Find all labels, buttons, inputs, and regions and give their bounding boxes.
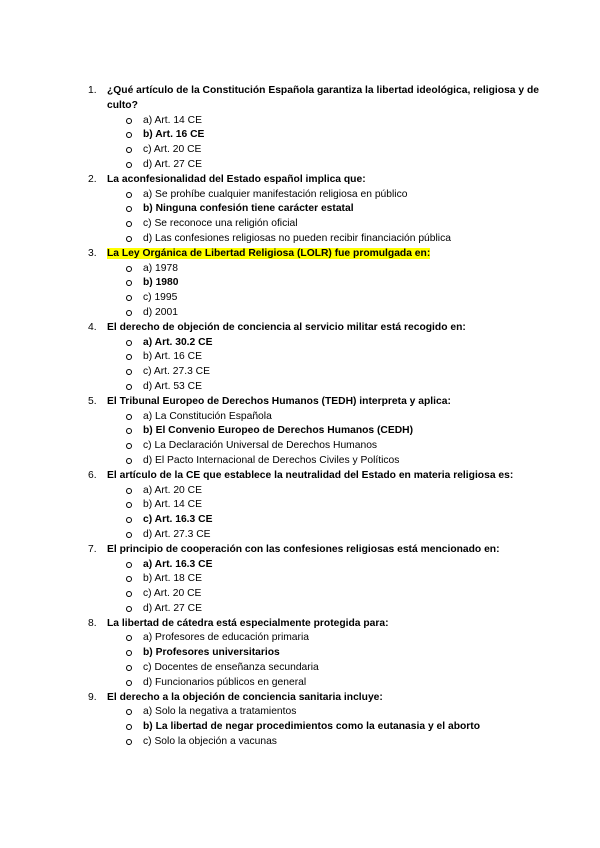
correct-option bbox=[88, 128, 558, 143]
option-list bbox=[88, 410, 558, 469]
circle-bullet-icon bbox=[126, 132, 132, 138]
question-item bbox=[88, 84, 558, 173]
answer-option bbox=[88, 572, 558, 587]
circle-bullet-icon bbox=[126, 266, 132, 272]
answer-option bbox=[88, 602, 558, 617]
correct-option bbox=[88, 513, 558, 528]
question-number: 5. bbox=[88, 395, 97, 407]
question-number: 4. bbox=[88, 321, 97, 333]
question-number: 1. bbox=[88, 85, 97, 96]
correct-option bbox=[88, 336, 558, 351]
option-text: a) Se prohíbe cualquier manifestación religiosa en público bbox=[143, 188, 408, 200]
circle-bullet-icon bbox=[126, 192, 132, 198]
answer-option bbox=[88, 114, 558, 129]
correct-option bbox=[88, 558, 558, 573]
circle-bullet-icon bbox=[126, 428, 132, 434]
answer-option bbox=[88, 676, 558, 691]
question-heading bbox=[88, 617, 558, 632]
circle-bullet-icon bbox=[126, 502, 132, 508]
option-text: c) Art. 20 CE bbox=[143, 588, 202, 600]
circle-bullet-icon bbox=[126, 562, 132, 568]
question-list bbox=[88, 84, 558, 750]
correct-option bbox=[88, 276, 558, 291]
option-text: a) La Constitución Española bbox=[143, 410, 272, 422]
answer-option bbox=[88, 380, 558, 395]
circle-bullet-icon bbox=[126, 591, 132, 597]
option-text: a) Art. 16.3 CE bbox=[143, 558, 213, 570]
circle-bullet-icon bbox=[126, 576, 132, 582]
circle-bullet-icon bbox=[126, 665, 132, 671]
question-number: 3. bbox=[88, 247, 97, 259]
question-text: El artículo de la CE que establece la neutralidad del Estado en materia religiosa es: bbox=[107, 469, 514, 481]
option-text: a) Art. 20 CE bbox=[143, 484, 202, 496]
option-text: c) La Declaración Universal de Derechos Humanos bbox=[143, 440, 378, 452]
answer-option bbox=[88, 158, 558, 173]
option-text: d) Art. 27 CE bbox=[143, 158, 202, 170]
circle-bullet-icon bbox=[126, 458, 132, 464]
question-item bbox=[88, 173, 558, 247]
option-text: d) Las confesiones religiosas no pueden recibir financiación pública bbox=[143, 232, 451, 244]
question-text: La libertad de cátedra está especialmente protegida para: bbox=[107, 617, 389, 629]
question-text: El derecho de objeción de conciencia al servicio militar está recogido en: bbox=[107, 321, 466, 333]
question-heading bbox=[88, 543, 558, 558]
circle-bullet-icon bbox=[126, 310, 132, 316]
circle-bullet-icon bbox=[126, 532, 132, 538]
circle-bullet-icon bbox=[126, 443, 132, 449]
option-text: a) Profesores de educación primaria bbox=[143, 632, 309, 644]
option-text: c) Art. 27.3 CE bbox=[143, 366, 210, 378]
correct-option bbox=[88, 202, 558, 217]
option-text: d) Art. 27 CE bbox=[143, 602, 202, 614]
option-text: a) Art. 14 CE bbox=[143, 114, 202, 126]
circle-bullet-icon bbox=[126, 635, 132, 641]
question-number: 7. bbox=[88, 543, 97, 555]
question-item bbox=[88, 469, 558, 543]
circle-bullet-icon bbox=[126, 709, 132, 715]
circle-bullet-icon bbox=[126, 384, 132, 390]
circle-bullet-icon bbox=[126, 340, 132, 346]
answer-option bbox=[88, 188, 558, 203]
question-item bbox=[88, 247, 558, 321]
option-text: a) 1978 bbox=[143, 262, 178, 274]
option-text: d) Art. 53 CE bbox=[143, 380, 202, 392]
circle-bullet-icon bbox=[126, 206, 132, 212]
option-text: b) Art. 16 CE bbox=[143, 129, 205, 141]
question-heading bbox=[88, 247, 558, 262]
option-text: c) Docentes de enseñanza secundaria bbox=[143, 662, 319, 674]
question-number: 9. bbox=[88, 691, 97, 703]
circle-bullet-icon bbox=[126, 739, 132, 745]
circle-bullet-icon bbox=[126, 295, 132, 301]
option-text: c) Solo la objeción a vacunas bbox=[143, 736, 277, 748]
answer-option bbox=[88, 498, 558, 513]
option-text: c) 1995 bbox=[143, 292, 178, 304]
option-list bbox=[88, 558, 558, 617]
answer-option bbox=[88, 439, 558, 454]
circle-bullet-icon bbox=[126, 369, 132, 375]
option-list bbox=[88, 631, 558, 690]
option-text: a) Solo la negativa a tratamientos bbox=[143, 706, 297, 718]
question-heading bbox=[88, 395, 558, 410]
circle-bullet-icon bbox=[126, 162, 132, 168]
option-text: b) Profesores universitarios bbox=[143, 647, 280, 659]
option-text: a) Art. 30.2 CE bbox=[143, 336, 213, 348]
option-text: d) 2001 bbox=[143, 306, 178, 318]
answer-option bbox=[88, 631, 558, 646]
correct-option bbox=[88, 646, 558, 661]
question-item bbox=[88, 543, 558, 617]
answer-option bbox=[88, 262, 558, 277]
question-item bbox=[88, 617, 558, 691]
answer-option bbox=[88, 232, 558, 247]
option-text: c) Art. 16.3 CE bbox=[143, 514, 213, 526]
answer-option bbox=[88, 484, 558, 499]
option-text: c) Se reconoce una religión oficial bbox=[143, 218, 298, 230]
option-list bbox=[88, 336, 558, 395]
question-heading bbox=[88, 691, 558, 706]
circle-bullet-icon bbox=[126, 680, 132, 686]
question-text: El derecho a la objeción de conciencia sanitaria incluye: bbox=[107, 691, 383, 703]
circle-bullet-icon bbox=[126, 221, 132, 227]
option-list bbox=[88, 705, 558, 749]
question-item bbox=[88, 691, 558, 750]
option-list bbox=[88, 262, 558, 321]
question-number: 8. bbox=[88, 617, 97, 629]
question-text: La aconfesionalidad del Estado español implica que: bbox=[107, 173, 366, 185]
option-text: c) Art. 20 CE bbox=[143, 144, 202, 156]
option-text: b) Art. 16 CE bbox=[143, 351, 202, 363]
circle-bullet-icon bbox=[126, 414, 132, 420]
circle-bullet-icon bbox=[126, 488, 132, 494]
answer-option bbox=[88, 410, 558, 425]
answer-option bbox=[88, 661, 558, 676]
option-text: b) 1980 bbox=[143, 277, 179, 289]
answer-option bbox=[88, 350, 558, 365]
question-item bbox=[88, 321, 558, 395]
circle-bullet-icon bbox=[126, 280, 132, 286]
option-text: b) El Convenio Europeo de Derechos Humanos (CEDH) bbox=[143, 425, 414, 437]
option-text: d) El Pacto Internacional de Derechos Civiles y Políticos bbox=[143, 454, 400, 466]
question-number: 2. bbox=[88, 173, 97, 185]
correct-option bbox=[88, 424, 558, 439]
question-heading bbox=[88, 84, 558, 114]
answer-option bbox=[88, 365, 558, 380]
option-text: b) Ninguna confesión tiene carácter estatal bbox=[143, 203, 354, 215]
option-list bbox=[88, 484, 558, 543]
question-text: El principio de cooperación con las confesiones religiosas está mencionado en: bbox=[107, 543, 500, 555]
circle-bullet-icon bbox=[126, 650, 132, 656]
answer-option bbox=[88, 528, 558, 543]
option-text: d) Funcionarios públicos en general bbox=[143, 676, 307, 688]
circle-bullet-icon bbox=[126, 354, 132, 360]
option-text: b) La libertad de negar procedimientos como la eutanasia y el aborto bbox=[143, 721, 481, 733]
question-text: ¿Qué artículo de la Constitución Española garantiza la libertad ideológica, religiosa y de culto? bbox=[107, 85, 539, 111]
answer-option bbox=[88, 735, 558, 750]
circle-bullet-icon bbox=[126, 517, 132, 523]
option-text: b) Art. 14 CE bbox=[143, 499, 202, 511]
answer-option bbox=[88, 291, 558, 306]
circle-bullet-icon bbox=[126, 147, 132, 153]
question-number: 6. bbox=[88, 469, 97, 481]
question-text: La Ley Orgánica de Libertad Religiosa (LOLR) fue promulgada en: bbox=[107, 247, 431, 259]
option-text: b) Art. 18 CE bbox=[143, 573, 202, 585]
answer-option bbox=[88, 217, 558, 232]
question-heading bbox=[88, 469, 558, 484]
answer-option bbox=[88, 705, 558, 720]
answer-option bbox=[88, 306, 558, 321]
option-list bbox=[88, 114, 558, 173]
circle-bullet-icon bbox=[126, 236, 132, 242]
option-text: d) Art. 27.3 CE bbox=[143, 528, 211, 540]
question-heading bbox=[88, 173, 558, 188]
answer-option bbox=[88, 587, 558, 602]
question-heading bbox=[88, 321, 558, 336]
circle-bullet-icon bbox=[126, 724, 132, 730]
circle-bullet-icon bbox=[126, 118, 132, 124]
option-list bbox=[88, 188, 558, 247]
circle-bullet-icon bbox=[126, 606, 132, 612]
question-text: El Tribunal Europeo de Derechos Humanos (TEDH) interpreta y aplica: bbox=[107, 395, 451, 407]
question-item bbox=[88, 395, 558, 469]
answer-option bbox=[88, 143, 558, 158]
correct-option bbox=[88, 720, 558, 735]
answer-option bbox=[88, 454, 558, 469]
